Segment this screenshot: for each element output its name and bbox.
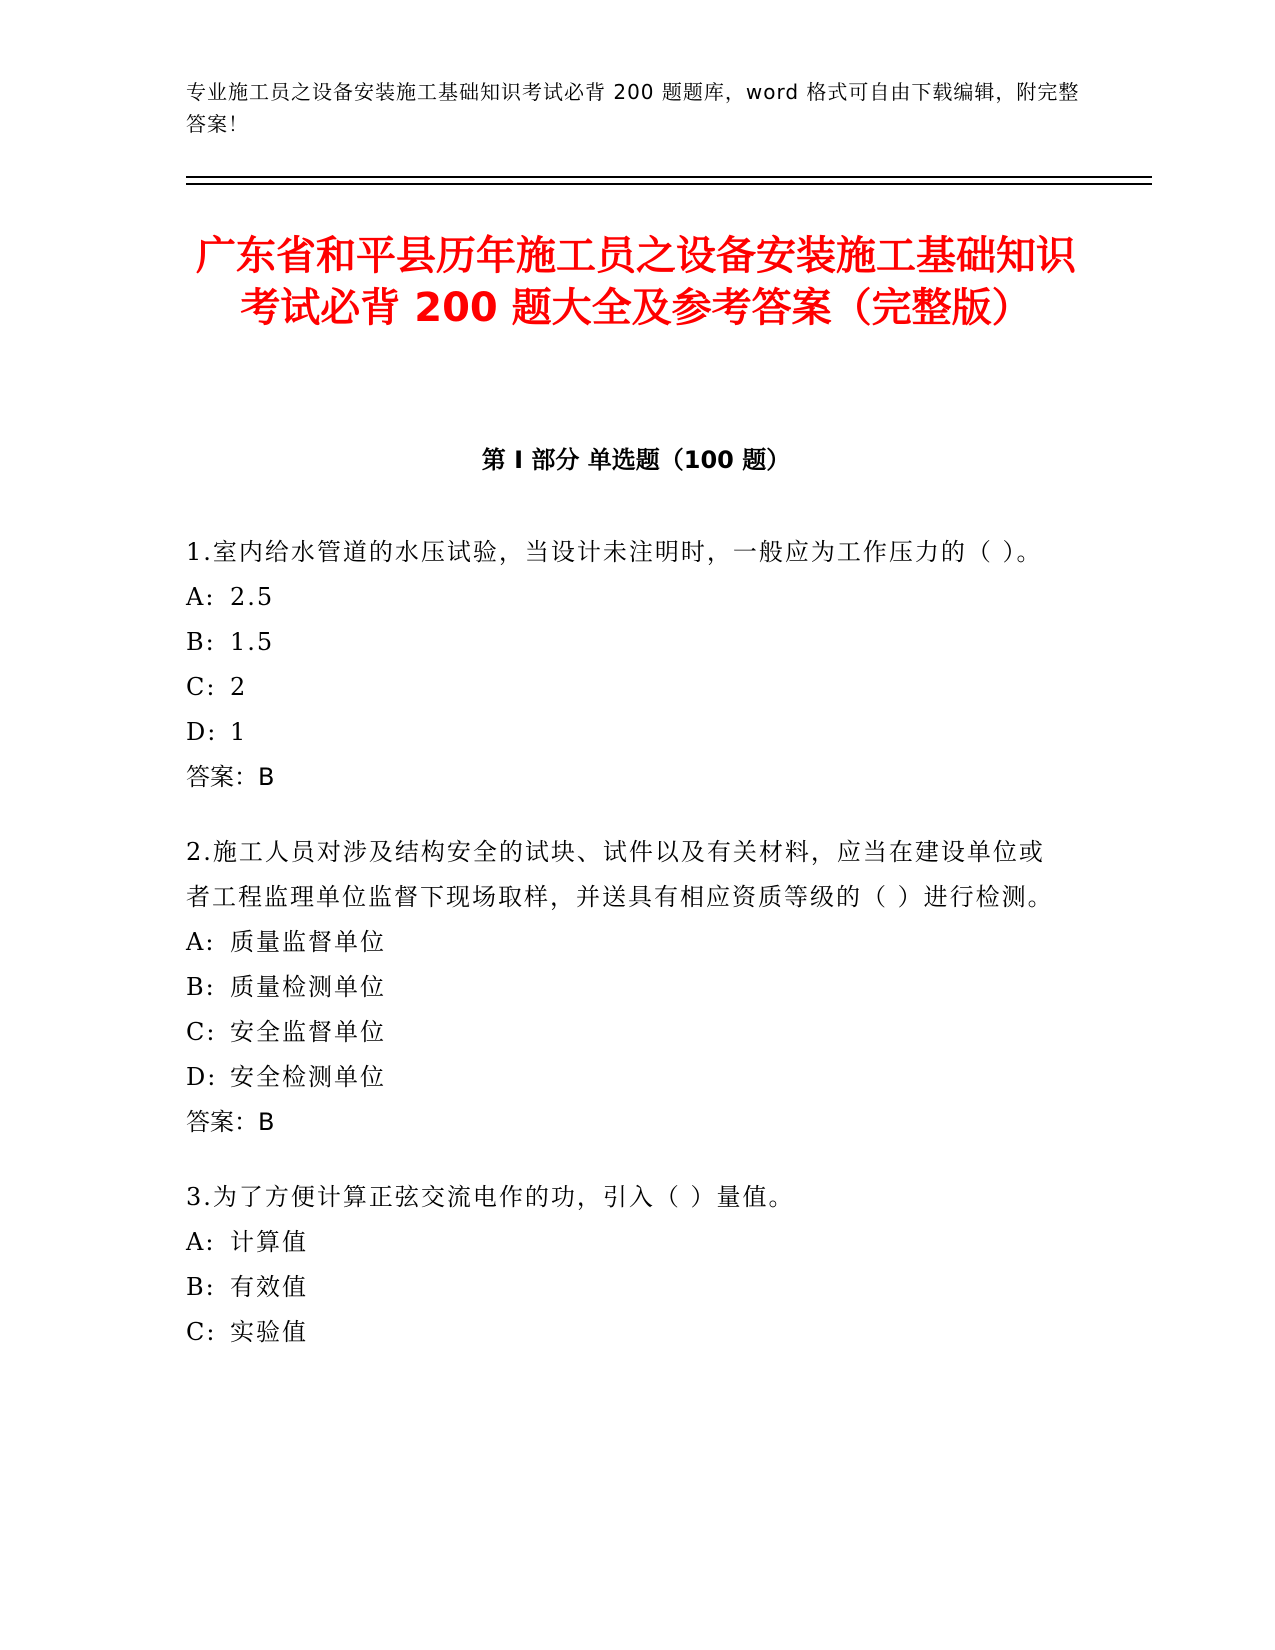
option-c bbox=[186, 665, 1066, 710]
option-text: 1.5 bbox=[230, 628, 275, 656]
option-text: 安全检测单位 bbox=[230, 1063, 386, 1091]
option-text: 计算值 bbox=[230, 1228, 308, 1256]
question-stem: 2.施工人员对涉及结构安全的试块、试件以及有关材料，应当在建设单位或者工程监理单位监督下现场取样，并送具有相应资质等级的（ ）进行检测。 bbox=[186, 838, 1054, 911]
option-key: B: bbox=[186, 1273, 216, 1301]
option-a bbox=[186, 920, 1066, 965]
option-text: 2 bbox=[230, 673, 248, 701]
option-key: C: bbox=[186, 673, 217, 701]
option-key: A: bbox=[186, 928, 216, 956]
question-3 bbox=[186, 1175, 1066, 1355]
option-key: D: bbox=[186, 1063, 218, 1091]
question-list bbox=[186, 530, 1066, 1385]
option-key: D: bbox=[186, 718, 218, 746]
question-2 bbox=[186, 830, 1066, 1145]
header-divider-bottom bbox=[186, 183, 1152, 185]
option-key: C: bbox=[186, 1318, 217, 1346]
document-title: 广东省和平县历年施工员之设备安装施工基础知识考试必背 200 题大全及参考答案（完整版） bbox=[196, 233, 1076, 331]
answer: 答案：B bbox=[186, 1108, 275, 1136]
option-key: B: bbox=[186, 973, 216, 1001]
option-d bbox=[186, 1055, 1066, 1100]
option-d bbox=[186, 710, 1066, 755]
option-text: 质量检测单位 bbox=[230, 973, 386, 1001]
option-a bbox=[186, 575, 1066, 620]
option-key: C: bbox=[186, 1018, 217, 1046]
option-text: 1 bbox=[230, 718, 248, 746]
option-key: B: bbox=[186, 628, 216, 656]
question-stem: 1.室内给水管道的水压试验，当设计未注明时，一般应为工作压力的（ ）。 bbox=[186, 538, 1043, 566]
section-heading: 第 I 部分 单选题（100 题） bbox=[481, 446, 791, 474]
option-text: 实验值 bbox=[230, 1318, 308, 1346]
option-key: A: bbox=[186, 583, 216, 611]
option-key: A: bbox=[186, 1228, 216, 1256]
option-c bbox=[186, 1310, 1066, 1355]
question-stem: 3.为了方便计算正弦交流电作的功，引入（ ）量值。 bbox=[186, 1183, 795, 1211]
option-text: 2.5 bbox=[230, 583, 275, 611]
option-c bbox=[186, 1010, 1066, 1055]
header-note: 专业施工员之设备安装施工基础知识考试必背 200 题题库，word 格式可自由下载编辑，附完整答案！ bbox=[186, 80, 1080, 136]
question-1 bbox=[186, 530, 1066, 800]
option-b bbox=[186, 620, 1066, 665]
option-a bbox=[186, 1220, 1066, 1265]
answer: 答案：B bbox=[186, 763, 275, 791]
option-b bbox=[186, 1265, 1066, 1310]
header-divider-top bbox=[186, 176, 1152, 178]
option-text: 有效值 bbox=[230, 1273, 308, 1301]
option-text: 质量监督单位 bbox=[230, 928, 386, 956]
option-text: 安全监督单位 bbox=[230, 1018, 386, 1046]
option-b bbox=[186, 965, 1066, 1010]
